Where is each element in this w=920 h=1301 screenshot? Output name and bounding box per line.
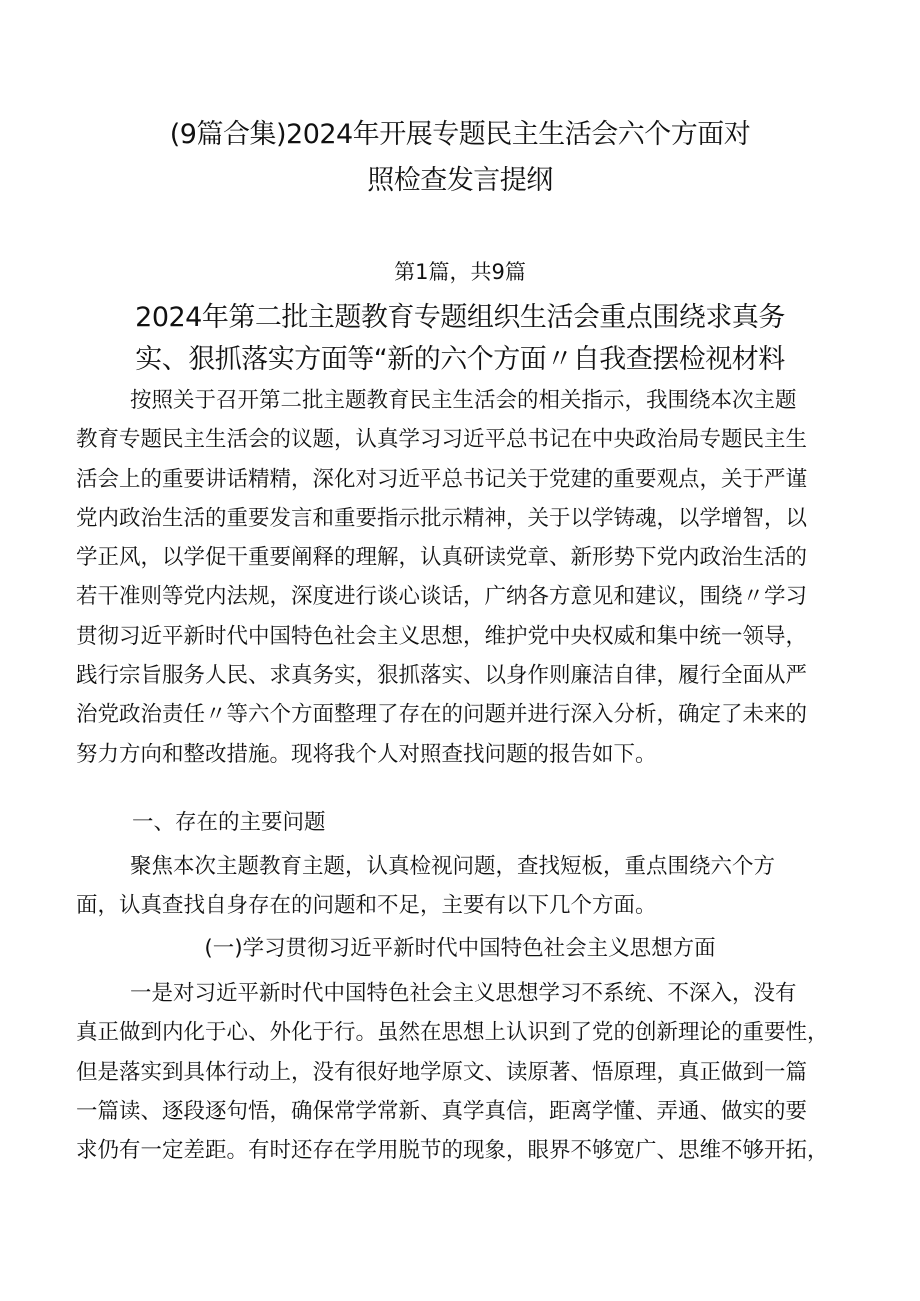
intro-line: 努力方向和整改措施。现将我个人对照查找问题的报告如下。 <box>76 741 657 767</box>
title-line-2: 照检查发言提纲 <box>367 165 553 196</box>
subsection-line: 但是落实到具体行动上，没有很好地学原文、读原著、悟原理，真正做到一篇 <box>76 1059 808 1085</box>
intro-line: 活会上的重要讲话精精，深化对习近平总书记关于党建的重要观点，关于严谨 <box>76 466 808 492</box>
intro-line: 按照关于召开第二批主题教育民主生活会的相关指示，我围绕本次主题 <box>130 388 797 413</box>
article-counter: 第1篇，共9篇 <box>394 260 526 284</box>
intro-line: 党内政治生活的重要发言和重要指示批示精神，关于以学铸魂，以学增智，以 <box>76 505 808 531</box>
subsection-line: 真正做到内化于心、外化于行。虽然在思想上认识到了党的创新理论的重要性， <box>76 1020 829 1046</box>
article-title-line-2: 实、狠抓落实方面等“新的六个方面〃自我查摆检视材料 <box>135 344 785 375</box>
section-heading: 一、存在的主要问题 <box>132 810 326 835</box>
section-paragraph <box>76 847 836 926</box>
section-line: 面，认真查找自身存在的问题和不足，主要有以下几个方面。 <box>76 893 657 919</box>
intro-line: 教育专题民主生活会的议题，认真学习习近平总书记在中央政治局专题民主生 <box>76 427 808 453</box>
subsection-heading: (一)学习贯彻习近平新时代中国特色社会主义思想方面 <box>204 936 716 961</box>
subsection-line: 一篇读、逐段逐句悟，确保常学常新、真学真信，距离学懂、弄通、做实的要 <box>76 1098 808 1124</box>
title-line-1: (9篇合集)2024年开展专题民主生活会六个方面对 <box>169 119 751 150</box>
article-title <box>90 297 830 381</box>
intro-line: 若干准则等党内法规，深度进行谈心谈话，广纳各方意见和建议，围绕〃学习 <box>76 584 808 610</box>
intro-line: 学正风，以学促干重要阐释的理解，认真研读党章、新形势下党内政治生活的 <box>76 545 808 571</box>
intro-paragraph <box>76 381 856 774</box>
subsection-line: 一是对习近平新时代中国特色社会主义思想学习不系统、不深入，没有 <box>130 981 797 1006</box>
subsection-line: 求仍有一定差距。有时还存在学用脱节的现象，眼界不够宽广、思维不够开拓， <box>76 1138 829 1164</box>
section-line: 聚焦本次主题教育主题，认真检视问题，查找短板，重点围绕六个方 <box>130 854 776 879</box>
subsection-paragraph <box>76 974 856 1170</box>
intro-line: 治党政治责任〃等六个方面整理了存在的问题并进行深入分析，确定了未来的 <box>76 702 808 728</box>
document-title <box>120 112 800 204</box>
intro-line: 践行宗旨服务人民、求真务实，狠抓落实、以身作则廉洁自律，履行全面从严 <box>76 663 808 689</box>
intro-line: 贯彻习近平新时代中国特色社会主义思想，维护党中央权威和集中统一领导， <box>76 623 808 649</box>
article-title-line-1: 2024年第二批主题教育专题组织生活会重点围绕求真务 <box>135 302 785 333</box>
